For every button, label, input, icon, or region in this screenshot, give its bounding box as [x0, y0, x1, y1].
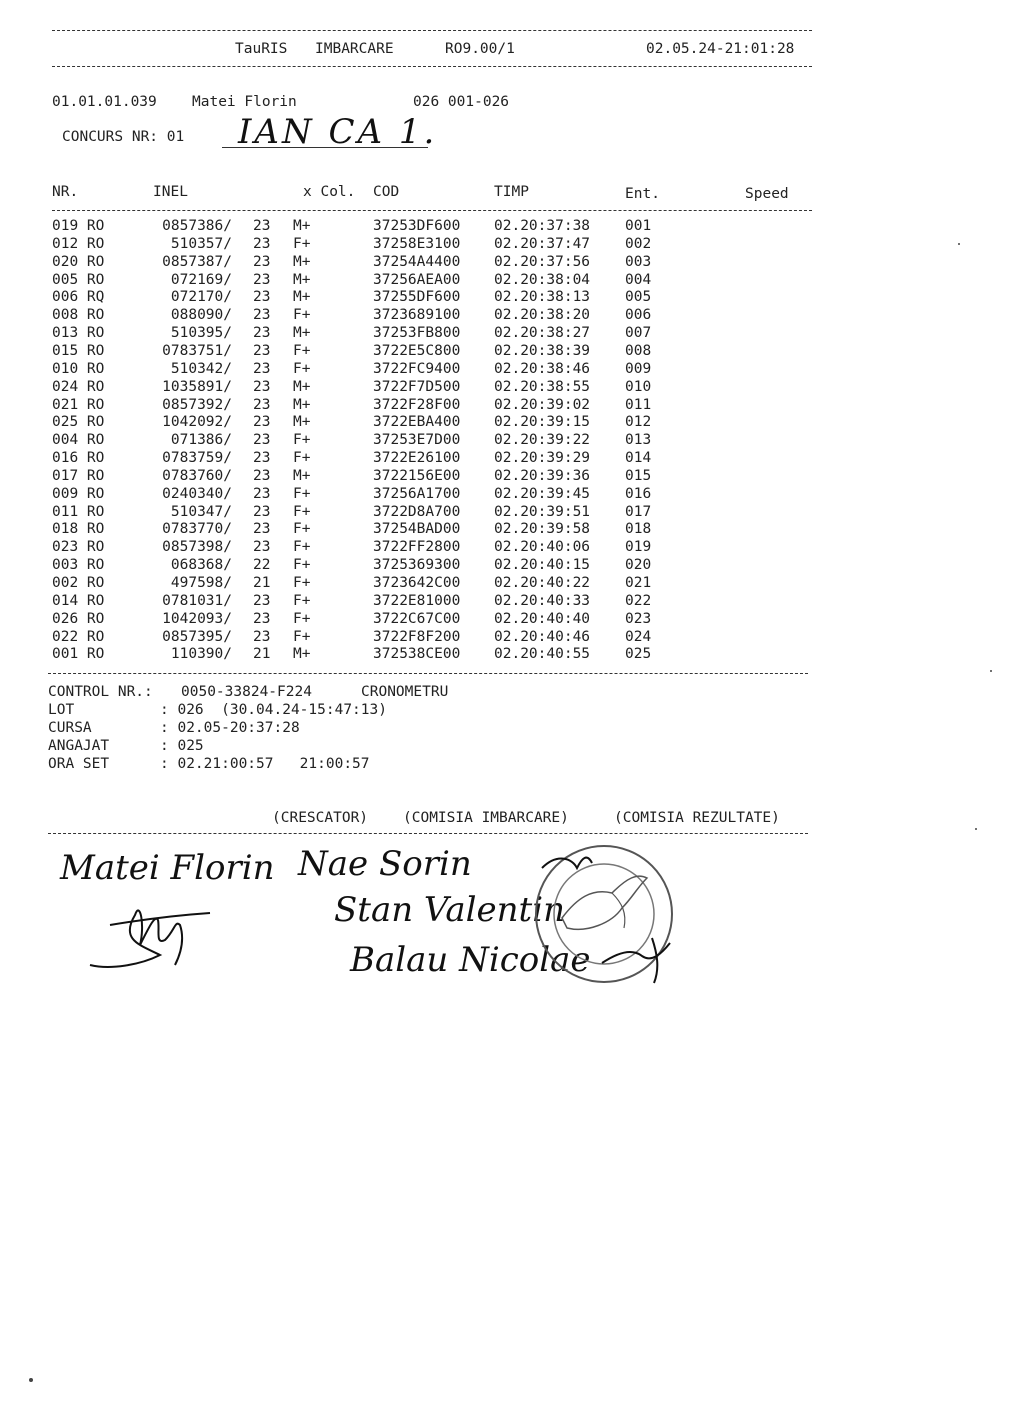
row-nr: 014 RO — [52, 592, 105, 609]
row-year: 23 — [253, 325, 271, 342]
commission-name-2: Stan Valentin — [334, 890, 565, 930]
row-cod: 3722FF2800 — [373, 539, 461, 556]
row-year: 23 — [253, 360, 271, 377]
header-rule — [52, 66, 812, 67]
system-name: TauRIS — [235, 41, 288, 57]
commission-name-3: Balau Nicolae — [350, 940, 591, 980]
pigeon-range: 026 001-026 — [413, 94, 510, 110]
row-cod: 3722E26100 — [373, 450, 461, 467]
row-cod: 3722E81000 — [373, 592, 461, 609]
row-inel: 110390/ — [170, 646, 232, 663]
angajat-label: ANGAJAT — [48, 738, 110, 754]
row-inel: 0857386/ — [162, 218, 232, 234]
row-ent: 004 — [625, 271, 652, 288]
table-row — [0, 629, 1024, 647]
row-ent: 023 — [625, 610, 652, 627]
row-nr: 001 RO — [52, 646, 105, 663]
row-nr: 019 RO — [52, 218, 105, 234]
row-sex: F+ — [293, 360, 311, 377]
row-timp: 02.20:38:04 — [494, 271, 591, 288]
row-nr: 013 RO — [52, 325, 105, 342]
table-row — [0, 468, 1024, 486]
row-inel: 088090/ — [170, 307, 232, 324]
row-timp: 02.20:39:02 — [494, 396, 591, 413]
module-name: IMBARCARE — [315, 41, 394, 57]
row-ent: 005 — [625, 289, 652, 306]
row-sex: F+ — [293, 539, 311, 556]
row-cod: 3722FC9400 — [373, 360, 461, 377]
row-sex: M+ — [293, 271, 311, 288]
row-cod: 3722D8A700 — [373, 503, 461, 520]
table-row — [0, 504, 1024, 522]
row-ent: 011 — [625, 396, 652, 413]
table-row — [0, 539, 1024, 557]
row-sex: M+ — [293, 289, 311, 306]
table-row — [0, 557, 1024, 575]
row-ent: 003 — [625, 253, 652, 270]
row-timp: 02.20:37:56 — [494, 253, 591, 270]
row-timp: 02.20:38:39 — [494, 342, 591, 359]
row-sex: F+ — [293, 592, 311, 609]
row-timp: 02.20:39:45 — [494, 485, 591, 502]
scan-speck — [29, 1378, 33, 1382]
row-timp: 02.20:37:38 — [494, 218, 591, 234]
row-year: 23 — [253, 467, 271, 484]
row-cod: 3725369300 — [373, 557, 461, 574]
row-cod: 3722F8F200 — [373, 628, 461, 645]
row-nr: 018 RO — [52, 521, 105, 538]
row-year: 23 — [253, 289, 271, 306]
scan-speck — [958, 243, 960, 245]
table-row — [0, 450, 1024, 468]
row-inel: 1042092/ — [162, 414, 232, 431]
row-cod: 37255DF600 — [373, 289, 461, 306]
lot-value: : 026 (30.04.24-15:47:13) — [160, 702, 387, 718]
table-row — [0, 611, 1024, 629]
scan-speck — [975, 828, 977, 830]
row-timp: 02.20:39:29 — [494, 450, 591, 467]
contest-label: CONCURS NR: 01 — [62, 129, 185, 145]
row-inel: 510395/ — [170, 325, 232, 342]
row-ent: 001 — [625, 218, 652, 234]
col-ent: Ent. — [625, 186, 660, 202]
row-sex: F+ — [293, 307, 311, 324]
row-year: 23 — [253, 539, 271, 556]
row-ent: 022 — [625, 592, 652, 609]
row-year: 21 — [253, 646, 271, 663]
row-nr: 004 RO — [52, 432, 105, 449]
row-inel: 510342/ — [170, 360, 232, 377]
ora-set-value: : 02.21:00:57 21:00:57 — [160, 756, 370, 772]
row-ent: 008 — [625, 342, 652, 359]
cursa-value: : 02.05-20:37:28 — [160, 720, 300, 736]
row-cod: 3723642C00 — [373, 575, 461, 591]
row-ent: 014 — [625, 450, 652, 467]
top-rule — [52, 30, 812, 31]
row-ent: 019 — [625, 539, 652, 556]
row-timp: 02.20:37:47 — [494, 235, 591, 252]
row-year: 23 — [253, 342, 271, 359]
col-xcol: x Col. — [303, 184, 356, 200]
row-year: 23 — [253, 485, 271, 502]
table-header-rule — [52, 210, 812, 211]
row-sex: M+ — [293, 218, 311, 234]
comisia-rezultate-label: (COMISIA REZULTATE) — [614, 810, 780, 826]
table-bottom-rule — [48, 673, 808, 674]
row-sex: M+ — [293, 646, 311, 663]
row-cod: 37253FB800 — [373, 325, 461, 342]
row-nr: 002 RO — [52, 575, 105, 591]
row-ent: 017 — [625, 503, 652, 520]
row-inel: 0783751/ — [162, 342, 232, 359]
row-ent: 009 — [625, 360, 652, 377]
col-speed: Speed — [745, 186, 789, 202]
cursa-label: CURSA — [48, 720, 92, 736]
row-timp: 02.20:38:55 — [494, 378, 591, 395]
table-row — [0, 343, 1024, 361]
row-sex: M+ — [293, 325, 311, 342]
col-timp: TIMP — [494, 184, 529, 200]
commission-stamp — [532, 838, 677, 988]
col-cod: COD — [373, 184, 400, 200]
row-sex: M+ — [293, 414, 311, 431]
row-cod: 37254BAD00 — [373, 521, 461, 538]
table-row — [0, 414, 1024, 432]
row-inel: 072170/ — [170, 289, 232, 306]
table-row — [0, 397, 1024, 415]
row-sex: M+ — [293, 378, 311, 395]
row-cod: 3722E5C800 — [373, 342, 461, 359]
row-ent: 020 — [625, 557, 652, 574]
row-sex: F+ — [293, 521, 311, 538]
row-ent: 010 — [625, 378, 652, 395]
row-timp: 02.20:39:36 — [494, 467, 591, 484]
row-sex: F+ — [293, 235, 311, 252]
fancier-name: Matei Florin — [192, 94, 297, 110]
col-inel: INEL — [153, 184, 188, 200]
row-nr: 025 RO — [52, 414, 105, 431]
row-ent: 013 — [625, 432, 652, 449]
row-timp: 02.20:38:46 — [494, 360, 591, 377]
table-row — [0, 272, 1024, 290]
row-nr: 003 RO — [52, 557, 105, 574]
row-timp: 02.20:38:20 — [494, 307, 591, 324]
table-row — [0, 646, 1024, 664]
row-ent: 007 — [625, 325, 652, 342]
row-cod: 3723689100 — [373, 307, 461, 324]
row-nr: 015 RO — [52, 342, 105, 359]
contest-handwritten: IAN CA 1. — [238, 112, 438, 152]
table-row — [0, 379, 1024, 397]
row-inel: 0783770/ — [162, 521, 232, 538]
row-year: 23 — [253, 432, 271, 449]
row-nr: 009 RO — [52, 485, 105, 502]
row-sex: F+ — [293, 503, 311, 520]
row-nr: 017 RO — [52, 467, 105, 484]
row-inel: 071386/ — [170, 432, 232, 449]
row-sex: F+ — [293, 575, 311, 591]
row-nr: 024 RO — [52, 378, 105, 395]
row-ent: 025 — [625, 646, 652, 663]
row-timp: 02.20:40:15 — [494, 557, 591, 574]
row-inel: 0783760/ — [162, 467, 232, 484]
control-value: 0050-33824-F224 — [181, 684, 312, 700]
control-device: CRONOMETRU — [361, 684, 449, 700]
fancier-code: 01.01.01.039 — [52, 94, 157, 110]
row-nr: 016 RO — [52, 450, 105, 467]
row-sex: F+ — [293, 432, 311, 449]
table-row — [0, 218, 1024, 236]
row-timp: 02.20:38:27 — [494, 325, 591, 342]
row-nr: 010 RO — [52, 360, 105, 377]
crescator-label: (CRESCATOR) — [272, 810, 369, 826]
row-ent: 002 — [625, 235, 652, 252]
row-sex: F+ — [293, 628, 311, 645]
row-ent: 018 — [625, 521, 652, 538]
row-ent: 024 — [625, 628, 652, 645]
row-cod: 37256AEA00 — [373, 271, 461, 288]
row-nr: 005 RO — [52, 271, 105, 288]
row-sex: F+ — [293, 557, 311, 574]
row-timp: 02.20:38:13 — [494, 289, 591, 306]
row-cod: 3722F7D500 — [373, 378, 461, 395]
control-label: CONTROL NR.: — [48, 684, 153, 700]
row-year: 23 — [253, 253, 271, 270]
col-nr: NR. — [52, 184, 79, 200]
row-year: 23 — [253, 610, 271, 627]
contest-underline — [222, 147, 428, 148]
table-row — [0, 575, 1024, 593]
row-sex: M+ — [293, 253, 311, 270]
row-nr: 023 RO — [52, 539, 105, 556]
row-timp: 02.20:40:06 — [494, 539, 591, 556]
row-inel: 0781031/ — [162, 592, 232, 609]
row-nr: 021 RO — [52, 396, 105, 413]
row-nr: 011 RO — [52, 503, 105, 520]
row-cod: 37258E3100 — [373, 235, 461, 252]
row-inel: 0857392/ — [162, 396, 232, 413]
row-year: 23 — [253, 307, 271, 324]
row-year: 23 — [253, 521, 271, 538]
row-timp: 02.20:39:58 — [494, 521, 591, 538]
row-inel: 0783759/ — [162, 450, 232, 467]
row-timp: 02.20:40:22 — [494, 575, 591, 591]
table-row — [0, 254, 1024, 272]
row-timp: 02.20:40:46 — [494, 628, 591, 645]
table-row — [0, 593, 1024, 611]
row-ent: 006 — [625, 307, 652, 324]
row-year: 23 — [253, 414, 271, 431]
row-inel: 072169/ — [170, 271, 232, 288]
row-year: 23 — [253, 396, 271, 413]
row-inel: 0240340/ — [162, 485, 232, 502]
row-inel: 0857398/ — [162, 539, 232, 556]
row-inel: 510357/ — [170, 235, 232, 252]
row-nr: 012 RO — [52, 235, 105, 252]
table-row — [0, 325, 1024, 343]
scan-speck — [990, 670, 992, 672]
row-ent: 015 — [625, 467, 652, 484]
row-sex: M+ — [293, 396, 311, 413]
angajat-value: : 025 — [160, 738, 204, 754]
table-row — [0, 289, 1024, 307]
row-timp: 02.20:39:15 — [494, 414, 591, 431]
row-timp: 02.20:40:33 — [494, 592, 591, 609]
row-nr: 008 RO — [52, 307, 105, 324]
row-timp: 02.20:39:51 — [494, 503, 591, 520]
row-ent: 012 — [625, 414, 652, 431]
print-timestamp: 02.05.24-21:01:28 — [646, 41, 795, 57]
ora-set-label: ORA SET — [48, 756, 110, 772]
table-row — [0, 307, 1024, 325]
crescator-signature — [80, 885, 220, 980]
row-ent: 016 — [625, 485, 652, 502]
row-nr: 022 RO — [52, 628, 105, 645]
row-timp: 02.20:39:22 — [494, 432, 591, 449]
table-row — [0, 236, 1024, 254]
row-inel: 497598/ — [170, 575, 232, 591]
row-year: 22 — [253, 557, 271, 574]
row-ent: 021 — [625, 575, 652, 591]
signature-rule — [48, 833, 808, 834]
commission-name-1: Nae Sorin — [298, 844, 472, 884]
row-year: 23 — [253, 235, 271, 252]
row-year: 23 — [253, 378, 271, 395]
row-year: 23 — [253, 450, 271, 467]
row-sex: M+ — [293, 467, 311, 484]
row-year: 23 — [253, 218, 271, 234]
row-inel: 1035891/ — [162, 378, 232, 395]
row-inel: 068368/ — [170, 557, 232, 574]
row-inel: 0857387/ — [162, 253, 232, 270]
table-row — [0, 432, 1024, 450]
row-year: 23 — [253, 592, 271, 609]
row-cod: 3722EBA400 — [373, 414, 461, 431]
row-sex: F+ — [293, 342, 311, 359]
row-sex: F+ — [293, 610, 311, 627]
version-label: RO9.00/1 — [445, 41, 515, 57]
row-cod: 37256A1700 — [373, 485, 461, 502]
row-cod: 3722156E00 — [373, 467, 461, 484]
row-inel: 1042093/ — [162, 610, 232, 627]
comisia-imbarcare-label: (COMISIA IMBARCARE) — [403, 810, 569, 826]
crescator-name: Matei Florin — [60, 848, 275, 888]
row-cod: 372538CE00 — [373, 646, 461, 663]
table-row — [0, 486, 1024, 504]
row-inel: 0857395/ — [162, 628, 232, 645]
row-year: 23 — [253, 271, 271, 288]
row-cod: 37254A4400 — [373, 253, 461, 270]
row-nr: 006 RQ — [52, 289, 105, 306]
row-sex: F+ — [293, 450, 311, 467]
row-sex: F+ — [293, 485, 311, 502]
lot-label: LOT — [48, 702, 75, 718]
row-year: 21 — [253, 575, 271, 591]
table-row — [0, 361, 1024, 379]
row-cod: 37253DF600 — [373, 218, 461, 234]
row-timp: 02.20:40:55 — [494, 646, 591, 663]
row-nr: 020 RO — [52, 253, 105, 270]
table-row — [0, 521, 1024, 539]
row-year: 23 — [253, 503, 271, 520]
row-nr: 026 RO — [52, 610, 105, 627]
row-cod: 3722C67C00 — [373, 610, 461, 627]
row-cod: 3722F28F00 — [373, 396, 461, 413]
row-cod: 37253E7D00 — [373, 432, 461, 449]
row-year: 23 — [253, 628, 271, 645]
row-inel: 510347/ — [170, 503, 232, 520]
row-timp: 02.20:40:40 — [494, 610, 591, 627]
